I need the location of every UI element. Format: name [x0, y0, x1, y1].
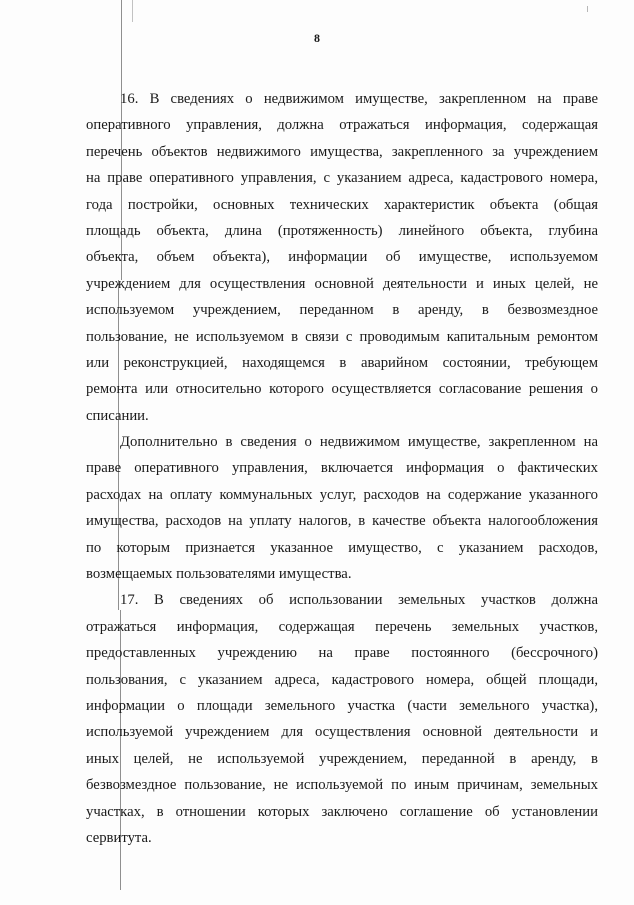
text-line: на праве оперативного управления, с указанием адреса, кадастрового номера,	[86, 170, 598, 187]
text-line: отражаться информация, содержащая перечень земельных участков,	[86, 618, 598, 635]
text-line: информации о площади земельного участка (части земельного участка),	[86, 697, 598, 714]
text-line: праве оперативного управления, включается информация о фактических	[86, 460, 598, 477]
scan-artifact-mark	[587, 6, 588, 12]
text-line: ремонта или относительно которого осуществляется согласование решения о	[86, 381, 598, 398]
text-line: возмещаемых пользователями имущества.	[86, 566, 352, 583]
text-line: используемой учреждением для осуществления основной деятельности и	[86, 724, 598, 741]
text-line: списании.	[86, 407, 149, 424]
text-line: 17. В сведениях об использовании земельных участков должна	[120, 592, 598, 609]
text-line: сервитута.	[86, 829, 152, 846]
text-line: используемом учреждением, переданном в аренду, в безвозмездное	[86, 302, 598, 319]
text-line: иных целей, не используемой учреждением, переданной в аренду, в	[86, 750, 598, 767]
text-line: имущества, расходов на уплату налогов, в качестве объекта налогообложения	[86, 513, 598, 530]
text-line: перечень объектов недвижимого имущества, закрепленного за учреждением	[86, 143, 598, 160]
text-line: оперативного управления, должна отражаться информация, содержащая	[86, 117, 598, 134]
text-line: безвозмездное пользование, не используемой по иным причинам, земельных	[86, 777, 598, 794]
text-line: участках, в отношении которых заключено соглашение об установлении	[86, 803, 598, 820]
text-line: пользование, не используемом в связи с проводимым капитальным ремонтом	[86, 328, 598, 345]
document-body	[86, 86, 598, 851]
scan-artifact-line	[132, 0, 133, 22]
paragraph-17	[86, 587, 598, 851]
text-line: учреждением для осуществления основной деятельности и иных целей, не	[86, 275, 598, 292]
text-line: 16. В сведениях о недвижимом имуществе, закрепленном на праве	[120, 91, 598, 107]
text-line: или реконструкцией, находящемся в аварийном состоянии, требующем	[86, 354, 598, 371]
text-line: года постройки, основных технических характеристик объекта (общая	[86, 196, 598, 213]
page-number: 8	[314, 31, 320, 45]
paragraph-16	[86, 86, 598, 429]
text-line: расходах на оплату коммунальных услуг, расходов на содержание указанного	[86, 486, 598, 503]
text-line: объекта, объем объекта), информации об имуществе, используемом	[86, 249, 598, 266]
text-line: площадь объекта, длина (протяженность) линейного объекта, глубина	[86, 222, 598, 239]
text-line: предоставленных учреждению на праве постоянного (бессрочного)	[86, 645, 598, 662]
paragraph-additional	[86, 429, 598, 587]
text-line: Дополнительно в сведения о недвижимом имуществе, закрепленном на	[120, 434, 598, 451]
text-line: пользования, с указанием адреса, кадастрового номера, общей площади,	[86, 671, 598, 688]
text-line: по которым признается указанное имущество, с указанием расходов,	[86, 539, 598, 556]
